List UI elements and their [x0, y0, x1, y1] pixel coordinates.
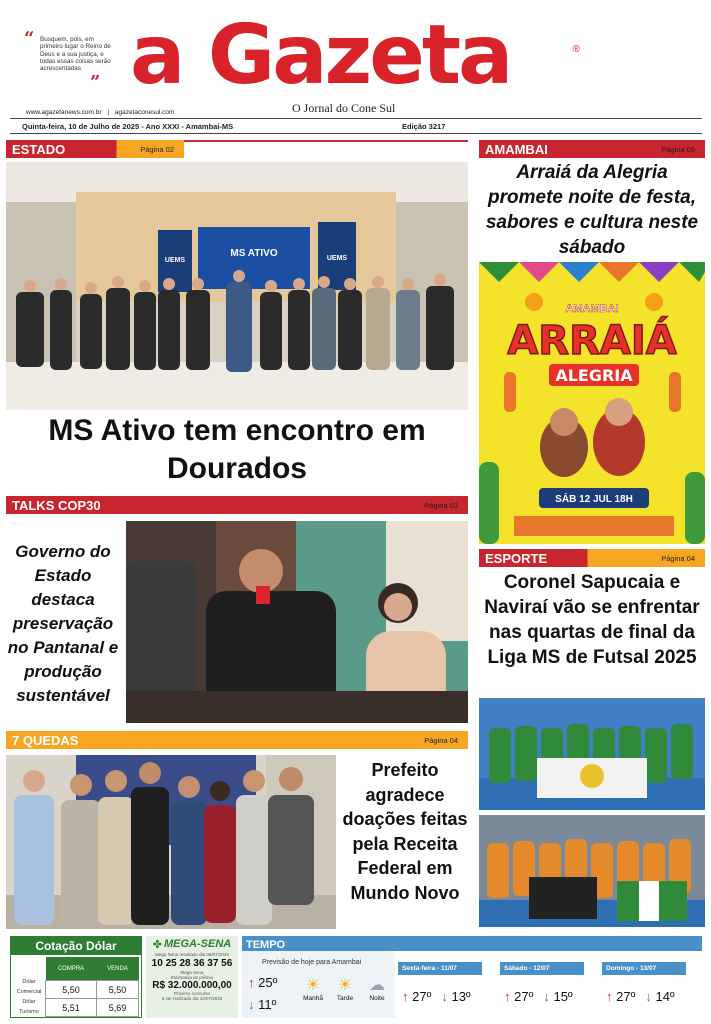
megasena-box	[146, 936, 238, 1018]
day-max: 27º	[412, 989, 432, 1004]
section-band-estado[interactable]	[6, 140, 184, 158]
sun-icon: ☀	[337, 977, 353, 994]
forecast-day	[398, 962, 496, 1004]
page-ref: Página 04	[661, 553, 695, 563]
temp-min: 11º	[258, 997, 277, 1012]
masthead-quote: “ Busquem, pois, em primeiro lugar o Reino de Deus e a sua justiça, e todas essas coisas serão acrescentadas ”	[24, 28, 111, 93]
arrow-down-icon: ↓	[543, 989, 550, 1004]
poster-top: AMAMBAI	[565, 303, 619, 315]
band-line	[184, 140, 468, 142]
megasena-note: Próximo concurso	[173, 991, 210, 996]
dollar-row-label: Dólar Turismo	[19, 999, 39, 1015]
day-max: 27º	[616, 989, 636, 1004]
arraia-poster[interactable]	[479, 262, 705, 544]
newspaper-logo[interactable]	[130, 8, 580, 112]
talks-photo[interactable]	[126, 521, 468, 723]
arrow-down-icon: ↓	[441, 989, 448, 1004]
open-quote-icon: “	[24, 28, 35, 49]
url-link-2[interactable]: agazetaconesul.com	[114, 109, 175, 116]
poster-date: SÁB 12 JUL 18H	[555, 494, 633, 505]
date-line: Quinta-feira, 10 de Julho de 2025 - Ano XXXI - Amambai-MS	[22, 122, 234, 131]
close-quote-icon: ”	[90, 72, 101, 93]
dollar-row-label: Dólar Comercial	[16, 979, 42, 995]
weather-title: TEMPO	[246, 939, 286, 951]
day-name: Sábado - 12/07	[500, 962, 584, 975]
arrow-up-icon: ↑	[504, 989, 511, 1004]
megasena-note: a ser realizado dia 10/07/2025	[161, 996, 223, 1001]
edition-number: Edição 3217	[402, 122, 446, 131]
section-label: TALKS COP30	[12, 497, 101, 513]
megasena-note: Mega Sena resultado dia 08/07/2025	[155, 952, 229, 957]
dollar-table	[45, 957, 139, 1017]
amambai-headline[interactable]: Arraiá da Alegria promete noite de festa, sabores e cultura neste sábado	[485, 162, 699, 258]
col-venda: VENDA	[96, 957, 138, 981]
esporte-photo-2[interactable]	[479, 815, 705, 927]
dollar-box	[10, 936, 142, 1018]
section-band-talks[interactable]	[6, 496, 468, 514]
arrow-up-icon: ↑	[606, 989, 613, 1004]
section-label: 7 QUEDAS	[12, 732, 79, 748]
weather-today	[242, 951, 395, 1018]
slogan: O Jornal do Cone Sul	[292, 101, 396, 115]
cell-compra: 5,50	[46, 981, 97, 999]
col-compra: COMPRA	[46, 957, 97, 981]
divider	[10, 118, 702, 119]
esporte-photo-1[interactable]	[479, 698, 705, 810]
talks-headline[interactable]: Governo do Estado destaca preservação no Pantanal e produção sustentável	[7, 542, 119, 705]
estado-photo[interactable]	[6, 162, 468, 410]
page-ref: Página 03	[424, 500, 458, 510]
period-label: Manhã	[303, 995, 323, 1002]
registered-icon: ®	[572, 44, 580, 55]
page-ref: Página 02	[140, 144, 174, 154]
day-min: 15º	[553, 989, 573, 1004]
forecast-day	[500, 962, 598, 1004]
arrow-down-icon: ↓	[248, 997, 255, 1012]
banner-text-right: UEMS	[326, 255, 348, 262]
cloud-icon: ☁	[369, 977, 385, 994]
day-max: 27º	[514, 989, 534, 1004]
megasena-note: Mega Sena	[180, 970, 204, 975]
megasena-prize: R$ 32.000.000,00	[152, 980, 232, 991]
screen-text: MS ATIVO	[230, 248, 278, 259]
forecast-day	[602, 962, 700, 1004]
page-ref: Página 05	[661, 144, 695, 154]
logo-text: a Gazeta	[130, 8, 511, 103]
day-name: Domingo - 13/07	[602, 962, 686, 975]
banner-text-left: UEMS	[164, 257, 186, 264]
estado-headline[interactable]: MS Ativo tem encontro em Dourados	[48, 414, 426, 485]
weather-header	[242, 936, 702, 951]
weather-today-label: Previsão de hoje para Amambai	[262, 959, 362, 966]
poster-title: ARRAIÁ	[507, 318, 677, 364]
page-ref: Página 04	[424, 735, 458, 745]
section-band-esporte[interactable]	[479, 549, 705, 567]
dollar-title: Cotação Dólar	[11, 937, 141, 955]
day-min: 14º	[655, 989, 675, 1004]
arrow-down-icon: ↓	[645, 989, 652, 1004]
site-urls: www.agazetanews.com.br | agazetaconesul.com	[26, 109, 175, 116]
url-link-1[interactable]: www.agazetanews.com.br	[26, 109, 102, 116]
esporte-headline[interactable]: Coronel Sapucaia e Naviraí vão se enfrentar nas quartas de final da Liga MS de Futsal 2025	[484, 572, 700, 668]
sun-icon: ☀	[305, 977, 321, 994]
cell-venda: 5,69	[96, 999, 138, 1017]
section-band-quedas[interactable]	[6, 731, 468, 749]
cell-compra: 5,51	[46, 999, 97, 1017]
cell-venda: 5,50	[96, 981, 138, 999]
clover-icon: ✤	[152, 938, 162, 951]
period-label: Noite	[369, 995, 385, 1002]
section-band-amambai[interactable]	[479, 140, 705, 158]
poster-sub: ALEGRIA	[555, 366, 633, 385]
megasena-title: MEGA-SENA	[163, 938, 232, 950]
arrow-up-icon: ↑	[248, 975, 255, 990]
arrow-up-icon: ↑	[402, 989, 409, 1004]
section-label: ESPORTE	[485, 550, 548, 566]
temp-max: 25º	[258, 975, 278, 990]
quedas-photo[interactable]	[6, 755, 336, 929]
day-min: 13º	[451, 989, 471, 1004]
quedas-headline[interactable]: Prefeito agradece doações feitas pela Receita Federal em Mundo Novo	[342, 760, 468, 903]
section-label: ESTADO	[12, 141, 66, 157]
period-label: Tarde	[336, 995, 354, 1002]
section-label: AMAMBAI	[485, 141, 548, 157]
day-name: Sexta-feira - 11/07	[398, 962, 482, 975]
megasena-note: Estimativa de prêmio	[170, 975, 214, 980]
megasena-numbers: 10 25 28 36 37 56	[151, 958, 233, 969]
divider	[10, 133, 702, 134]
